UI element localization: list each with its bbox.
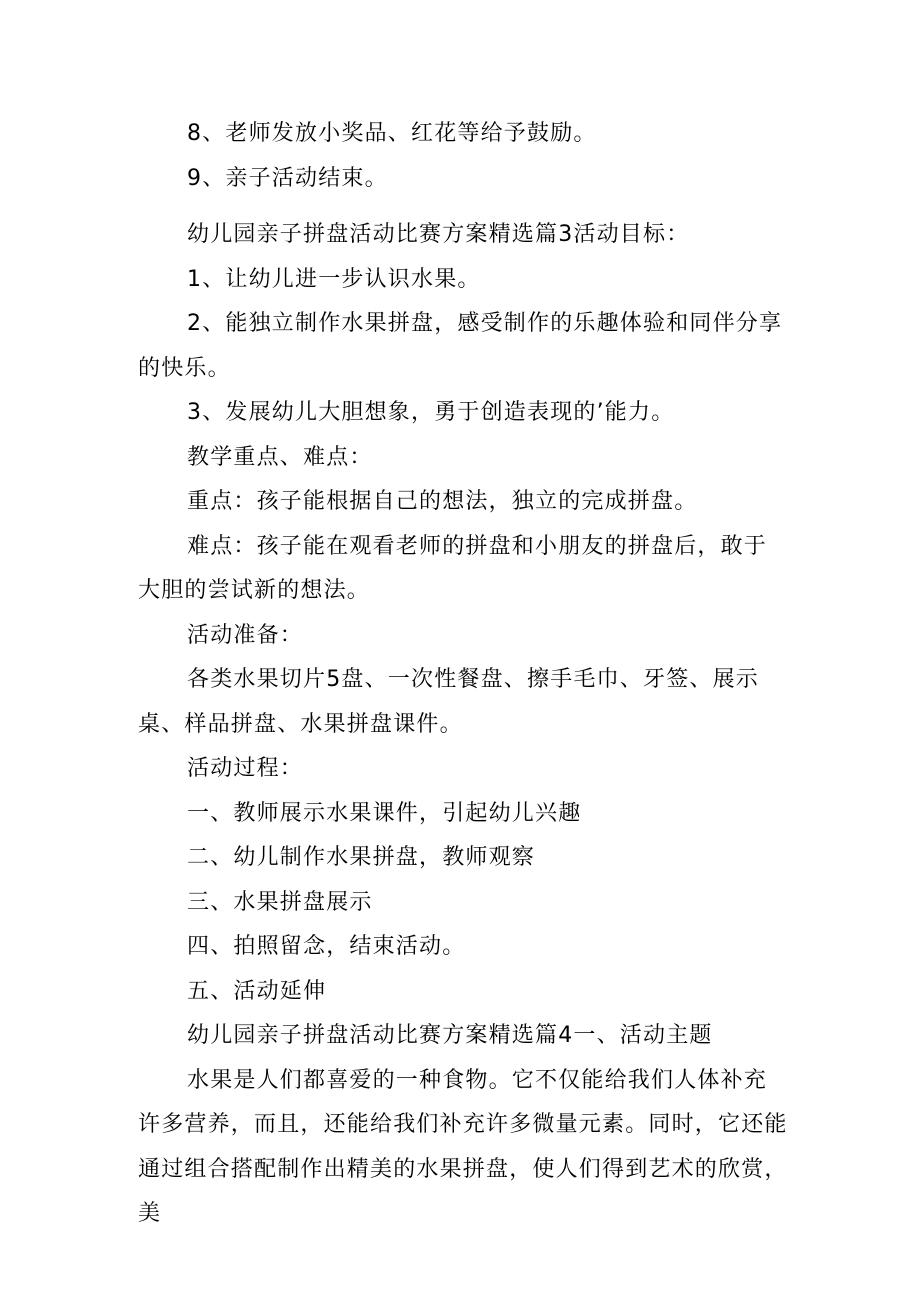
- goal-item-1: 1、让幼儿进一步认识水果。: [187, 266, 481, 292]
- difficult-point: 难点：孩子能在观看老师的拼盘和小朋友的拼盘后，敢于大胆的尝试新的想法。: [138, 533, 768, 603]
- process-heading: 活动过程：: [187, 756, 304, 781]
- goal-item-2: 2、能独立制作水果拼盘，感受制作的乐趣体验和同伴分享的快乐。: [138, 311, 783, 381]
- teaching-focus-heading: 教学重点、难点：: [187, 444, 373, 470]
- goal-item-3: 3、发展幼儿大胆想象，勇于创造表现的’能力。: [187, 400, 675, 425]
- key-point: 重点：孩子能根据自己的想法，独立的完成拼盘。: [187, 489, 698, 514]
- process-step-1: 一、教师展示水果课件，引起幼儿兴趣: [187, 800, 582, 826]
- list-item-9: 9、亲子活动结束。: [187, 165, 388, 191]
- process-step-2: 二、幼儿制作水果拼盘，教师观察: [187, 845, 536, 870]
- process-step-5: 五、活动延伸: [187, 978, 327, 1004]
- document-body: [138, 112, 788, 1237]
- theme-paragraph: 水果是人们都喜爱的一种食物。它不仅能给我们人体补充许多营养，而且，还能给我们补充许多微量元素。同时，它还能通过组合搭配制作出精美的水果拼盘，使人们得到艺术的欣赏，美: [138, 1067, 788, 1226]
- preparation-heading: 活动准备：: [187, 622, 304, 648]
- section-heading-4: 幼儿园亲子拼盘活动比赛方案精选篇4一、活动主题: [187, 1023, 713, 1048]
- section-heading-3: 幼儿园亲子拼盘活动比赛方案精选篇3活动目标：: [187, 222, 690, 247]
- paragraph-gap: [138, 201, 788, 213]
- preparation-text: 各类水果切片5盘、一次性餐盘、擦手毛巾、牙签、展示桌、样品拼盘、水果拼盘课件。: [138, 667, 759, 737]
- process-step-3: 三、水果拼盘展示: [187, 889, 373, 915]
- process-step-4: 四、拍照留念，结束活动。: [187, 934, 466, 959]
- list-item-8: 8、老师发放小奖品、红花等给予鼓励。: [187, 121, 597, 146]
